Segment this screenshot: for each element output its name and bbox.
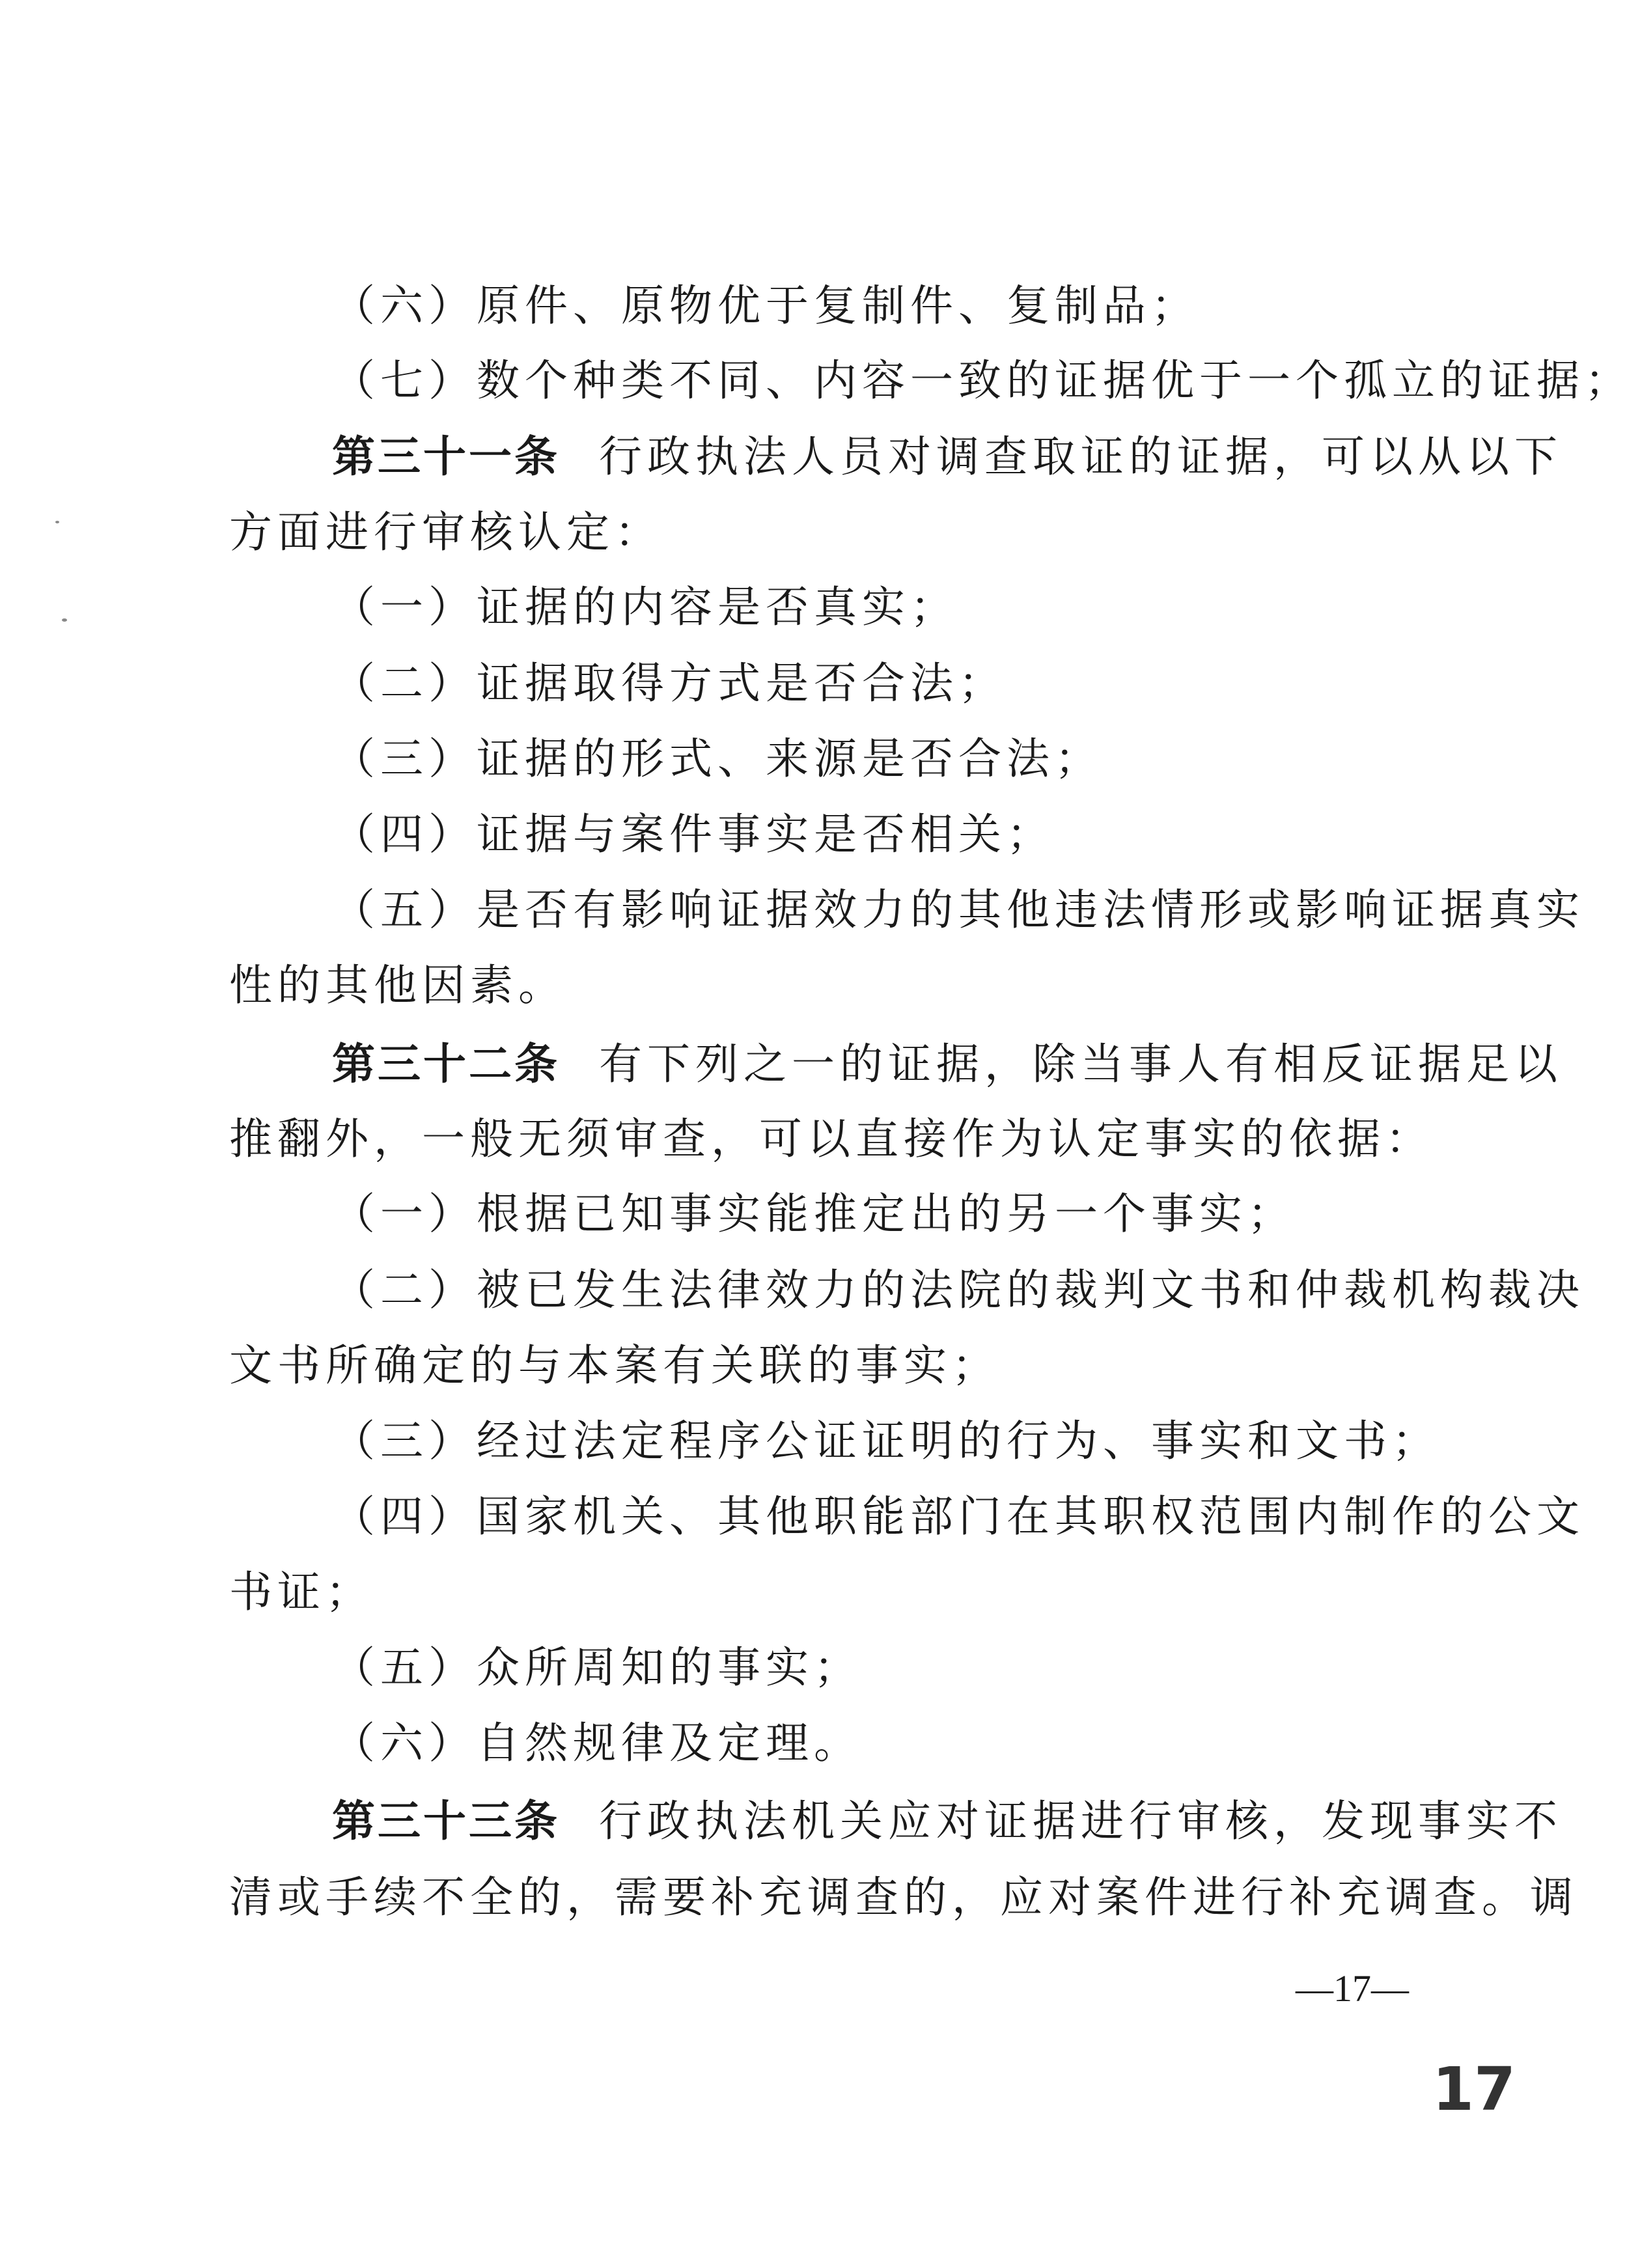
paragraph-line: 推翻外，一般无须审查，可以直接作为认定事实的依据： [229, 1114, 1434, 1164]
article-31-line: 第三十一条 行政执法人员对调查取证的证据，可以从以下 [332, 432, 1563, 482]
list-item: （五）众所周知的事实； [332, 1642, 862, 1693]
scan-speck [55, 521, 59, 523]
list-item: （一）证据的内容是否真实； [332, 582, 958, 632]
list-item: （六）自然规律及定理。 [332, 1718, 862, 1768]
paragraph-line: 书证； [229, 1567, 374, 1617]
list-item: （四）证据与案件事实是否相关； [332, 809, 1055, 859]
article-33-line: 第三十三条 行政执法机关应对证据进行审核，发现事实不 [332, 1796, 1563, 1846]
paragraph-line: 方面进行审核认定： [229, 507, 663, 557]
article-32-line: 第三十二条 有下列之一的证据，除当事人有相反证据足以 [332, 1039, 1563, 1089]
article-32-heading: 第三十二条 [332, 1039, 560, 1089]
stamped-page-number: 17 [1432, 2054, 1516, 2124]
list-item: （二）被已发生法律效力的法院的裁判文书和仲裁机构裁决 [332, 1265, 1585, 1315]
list-item: （一）根据已知事实能推定出的另一个事实； [332, 1189, 1296, 1239]
list-item: （三）经过法定程序公证证明的行为、事实和文书； [332, 1416, 1440, 1466]
paragraph-line: （七）数个种类不同、内容一致的证据优于一个孤立的证据； [332, 355, 1633, 406]
scan-speck [62, 618, 67, 622]
article-33-heading: 第三十三条 [332, 1796, 560, 1846]
page-number: —17— [1296, 1967, 1409, 2010]
paragraph-line: 文书所确定的与本案有关联的事实； [229, 1340, 1000, 1390]
article-31-heading: 第三十一条 [332, 432, 560, 482]
list-item: （三）证据的形式、来源是否合法； [332, 734, 1103, 784]
list-item: （四）国家机关、其他职能部门在其职权范围内制作的公文 [332, 1491, 1585, 1542]
paragraph-line: （六）原件、原物优于复制件、复制品； [332, 281, 1199, 331]
list-item: （二）证据取得方式是否合法； [332, 658, 1007, 708]
paragraph-line: 清或手续不全的，需要补充调查的，应对案件进行补充调查。调 [229, 1872, 1578, 1922]
paragraph-line: 性的其他因素。 [229, 960, 566, 1010]
list-item: （五）是否有影响证据效力的其他违法情形或影响证据真实 [332, 885, 1585, 935]
